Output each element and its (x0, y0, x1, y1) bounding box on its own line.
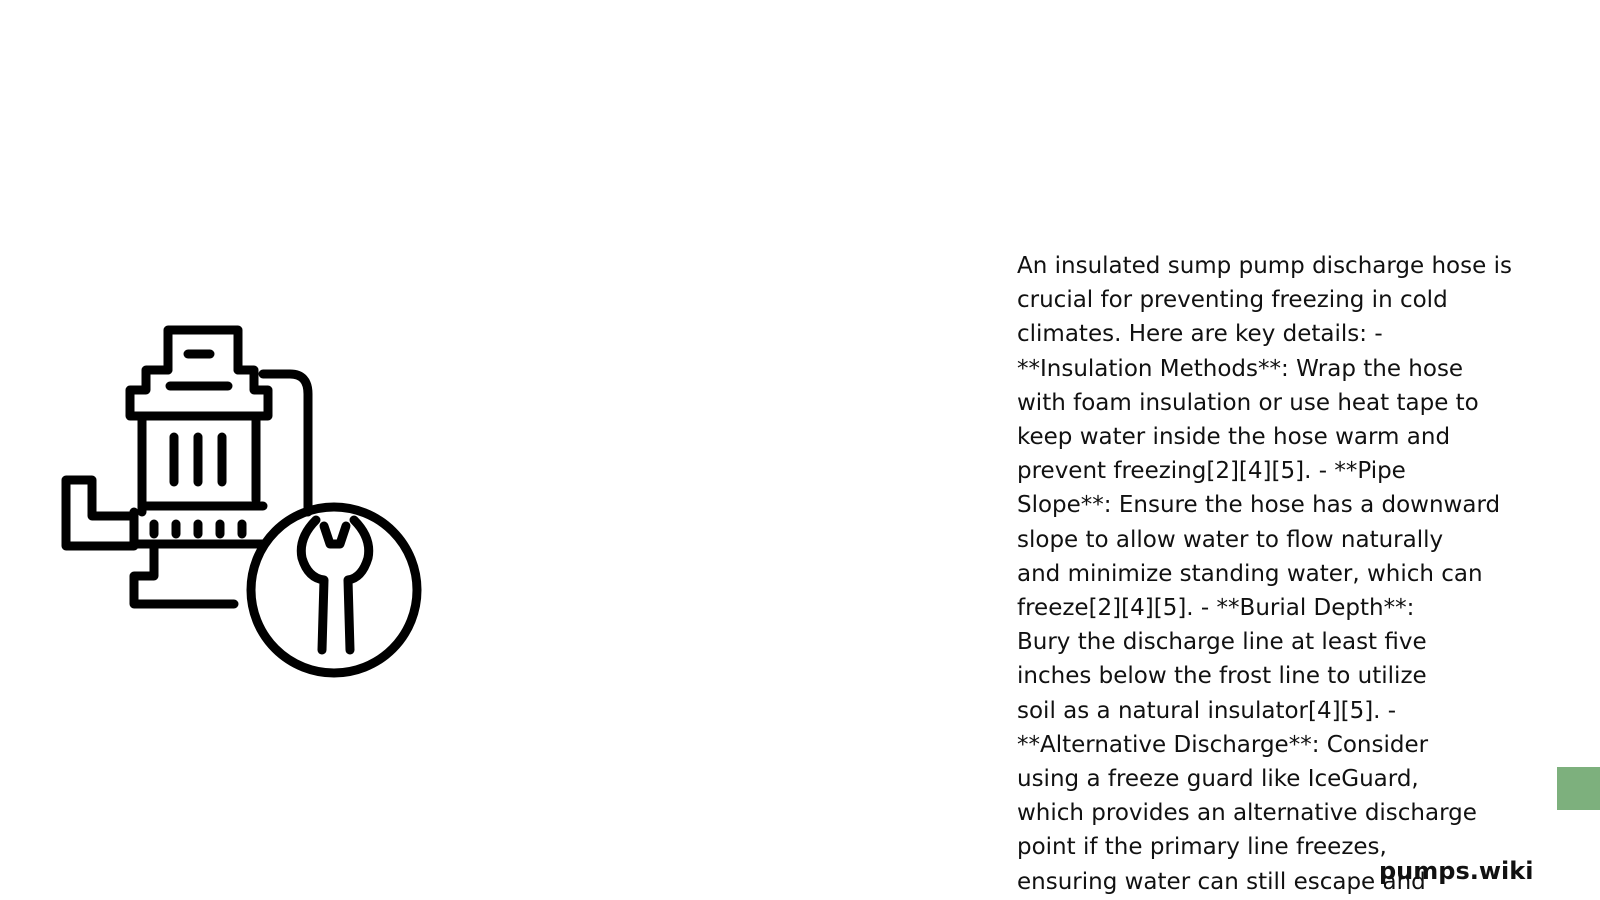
article-line: freeze[2][4][5]. - **Burial Depth**: (1017, 595, 1415, 622)
article-line: **Insulation Methods**: Wrap the hose (1017, 355, 1464, 382)
brand-watermark: pumps.wiki (1379, 857, 1534, 885)
article-line: ensuring water can still escape and (1017, 868, 1426, 895)
sump-pump-wrench-icon (58, 322, 430, 686)
article-paragraph (1017, 249, 1557, 899)
article-line: which provides an alternative discharge (1017, 800, 1477, 827)
article-line: with foam insulation or use heat tape to (1017, 389, 1479, 416)
article-line: slope to allow water to flow naturally (1017, 526, 1444, 553)
accent-square (1557, 767, 1600, 810)
article-line: using a freeze guard like IceGuard, (1017, 766, 1419, 793)
article-line: crucial for preventing freezing in cold (1017, 287, 1448, 314)
article-line: An insulated sump pump discharge hose is (1017, 253, 1512, 279)
article-line: soil as a natural insulator[4][5]. - (1017, 697, 1397, 724)
article-line: inches below the frost line to utilize (1017, 663, 1427, 690)
article-line: Bury the discharge line at least five (1017, 629, 1427, 656)
article-line: Slope**: Ensure the hose has a downward (1017, 492, 1501, 519)
article-line: keep water inside the hose warm and (1017, 424, 1451, 451)
article-line: climates. Here are key details: - (1017, 321, 1383, 348)
article-line: **Alternative Discharge**: Consider (1017, 731, 1429, 758)
article-line: prevent freezing[2][4][5]. - **Pipe (1017, 458, 1406, 485)
article-line: and minimize standing water, which can (1017, 560, 1483, 587)
article-line: point if the primary line freezes, (1017, 834, 1387, 861)
